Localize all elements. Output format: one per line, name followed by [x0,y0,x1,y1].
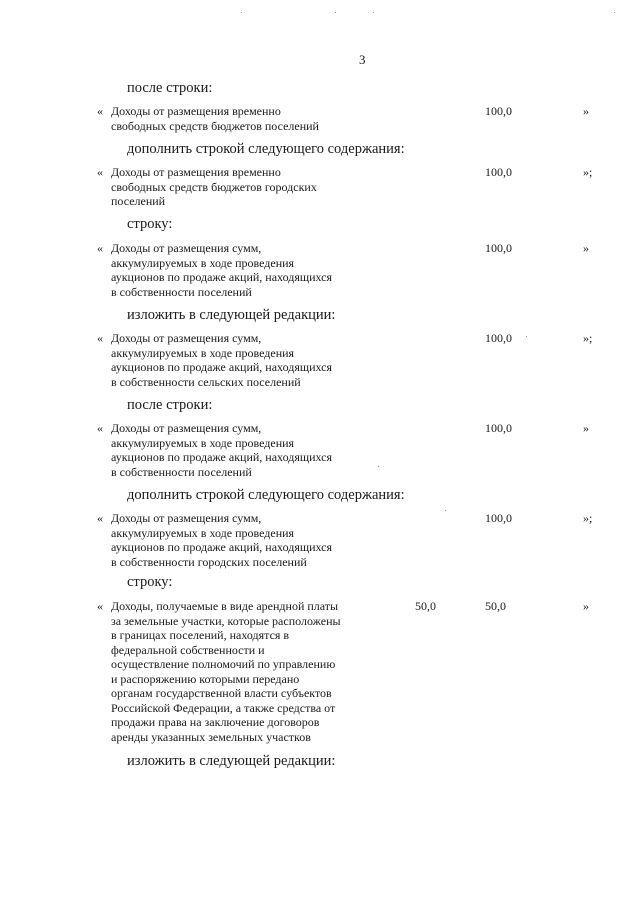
scan-speck [241,12,242,13]
entry-line: в собственности сельских поселений [111,374,301,389]
entry-value-1: 50,0 [415,599,436,613]
entry-line: аукционов по продаже акций, находящихся [111,450,333,464]
entry-line: и распоряжению которыми передано [111,671,300,686]
quote-open: « [97,241,103,255]
page-number: 3 [359,52,366,67]
entry-line: в собственности городских поселений [111,554,307,569]
entry-line: в границах поселений, находятся в [111,628,290,642]
entry-line: продажи права на заключение договоров [111,715,320,729]
heading-after-line: после строки: [127,397,213,413]
entry-line: Доходы от размещения сумм, [111,511,262,525]
entry-line: федеральной собственности и [111,642,265,657]
scan-speck [373,12,374,13]
entry-line: аренды указанных земельных участков [111,729,311,744]
quote-open: « [97,104,103,118]
entry-line: Доходы от размещения сумм, [111,421,262,435]
heading-add-line: дополнить строкой следующего содержания: [127,487,405,503]
entry-line: аккумулируемых в ходе проведения [111,345,295,360]
quote-open: « [97,511,103,525]
scan-speck [526,336,527,337]
quote-open: « [97,599,103,613]
heading-line: строку: [127,574,173,590]
quote-close: » [583,104,589,118]
entry-line: свободных средств бюджетов поселений [111,118,319,133]
scan-speck [335,12,336,13]
entry-line: аукционов по продаже акций, находящихся [111,540,333,554]
heading-new-edition: изложить в следующей редакции: [127,753,336,769]
quote-close: » [583,241,589,255]
entry-line: за земельные участки, которые расположены [111,613,341,628]
entry-value-2: 100,0 [485,104,512,118]
entry-line: аккумулируемых в ходе проведения [111,255,295,270]
entry-text [111,241,381,299]
quote-close: »; [583,511,593,525]
entry-line: Доходы от размещения временно [111,104,281,118]
quote-open: « [97,331,103,345]
heading-after-line: после строки: [127,80,213,96]
entry-value-2: 100,0 [485,511,512,525]
entry-line: осуществление полномочий по управлению [111,657,336,671]
entry-line: свободных средств бюджетов городских [111,179,317,194]
quote-close: » [583,599,589,613]
entry-text [111,104,381,133]
entry-value-2: 100,0 [485,165,512,179]
entry-text [111,165,381,209]
entry-line: в собственности поселений [111,464,252,479]
entry-line: Доходы от размещения сумм, [111,241,262,255]
quote-close: »; [583,165,593,179]
entry-value-2: 100,0 [485,241,512,255]
entry-text [111,331,381,389]
entry-line: поселений [111,194,166,208]
entry-line: Российской Федерации, а также средства от [111,700,336,715]
entry-line: аукционов по продаже акций, находящихся [111,270,333,284]
entry-value-2: 100,0 [485,421,512,435]
heading-line: строку: [127,216,173,232]
quote-open: « [97,165,103,179]
scan-speck [614,12,615,13]
quote-open: « [97,421,103,435]
entry-text [111,421,381,479]
entry-text [111,511,381,569]
entry-line: аккумулируемых в ходе проведения [111,435,295,450]
entry-line: аукционов по продаже акций, находящихся [111,360,333,374]
entry-line: аккумулируемых в ходе проведения [111,525,295,540]
quote-close: » [583,421,589,435]
entry-line: в собственности поселений [111,284,252,299]
quote-close: »; [583,331,593,345]
entry-line: Доходы, получаемые в виде арендной платы [111,599,339,613]
entry-value-2: 50,0 [485,599,506,613]
entry-text [111,599,381,744]
heading-new-edition: изложить в следующей редакции: [127,307,336,323]
heading-add-line: дополнить строкой следующего содержания: [127,141,405,157]
scan-speck [378,466,379,467]
scan-speck [445,510,446,511]
entry-line: Доходы от размещения временно [111,165,281,179]
entry-line: органам государственной власти субъектов [111,686,332,700]
entry-value-2: 100,0 [485,331,512,345]
entry-line: Доходы от размещения сумм, [111,331,262,345]
